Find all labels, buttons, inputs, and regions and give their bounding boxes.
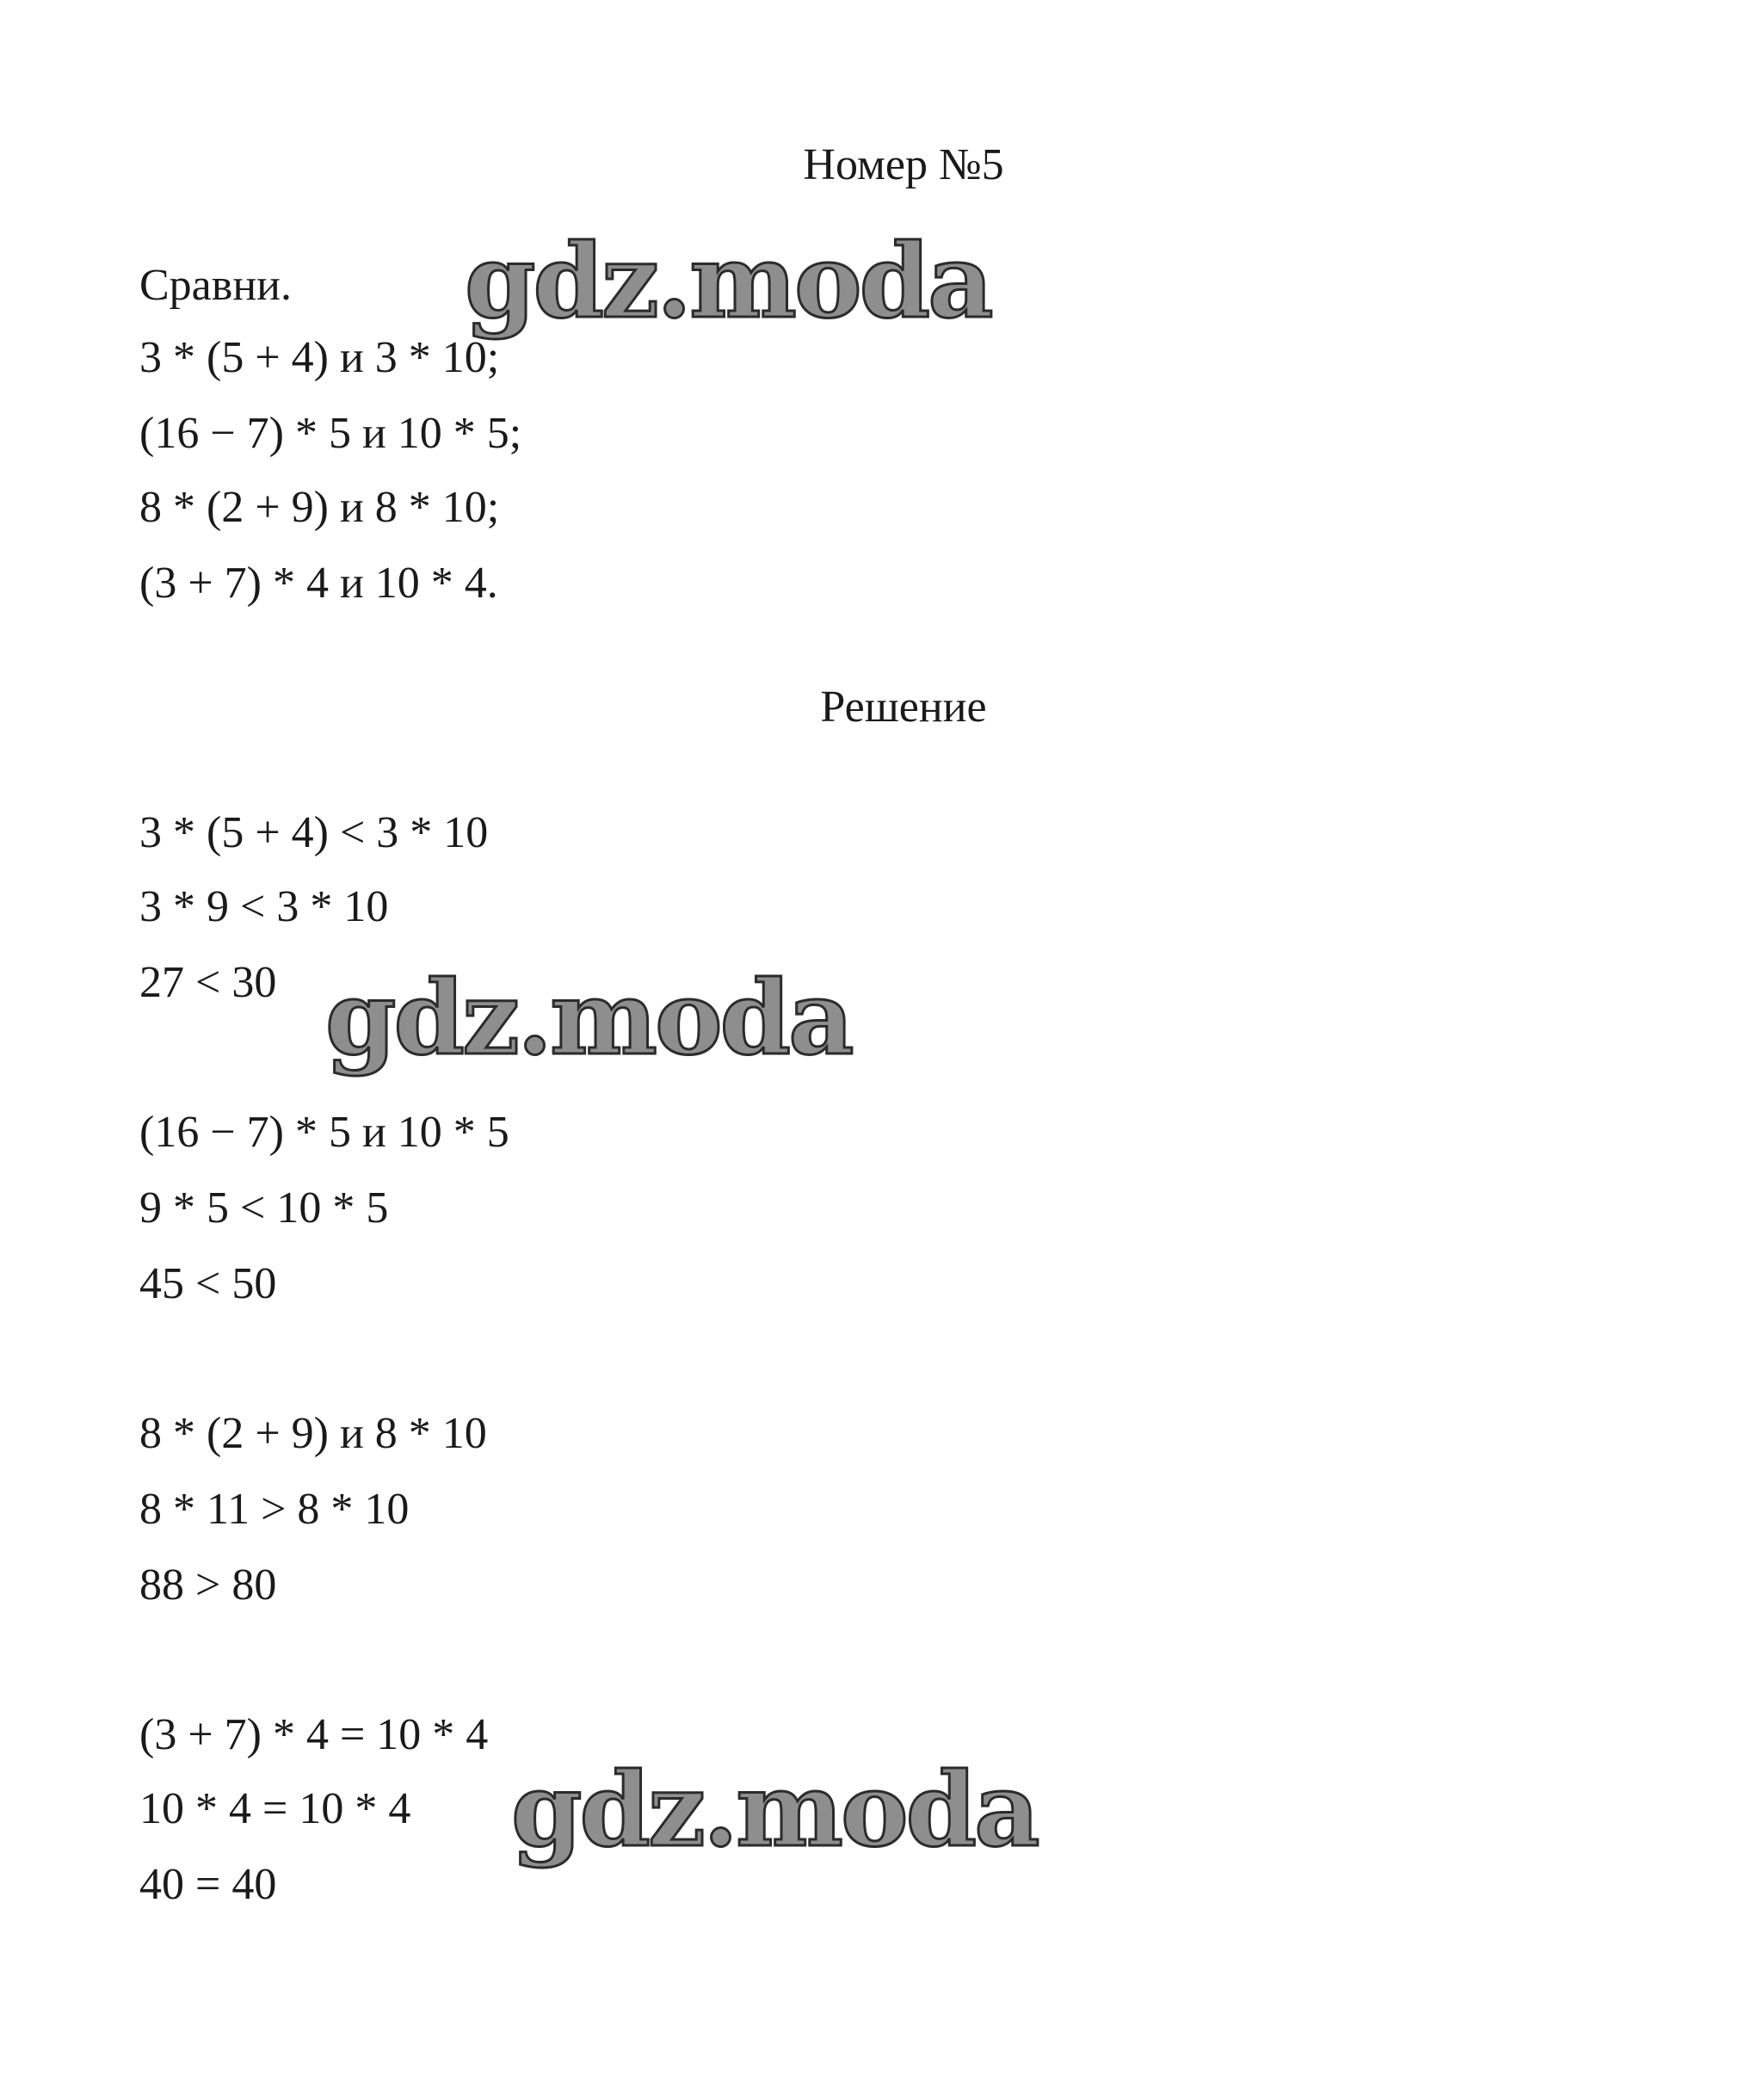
task-line: 3 * (5 + 4) и 3 * 10; (139, 333, 500, 382)
watermark-logo: gdz.moda (511, 1750, 1038, 1869)
solution-line: 8 * (2 + 9) и 8 * 10 (139, 1409, 487, 1458)
solution-line: (16 − 7) * 5 и 10 * 5 (139, 1108, 509, 1157)
watermark-logo: gdz.moda (465, 221, 991, 341)
solution-line: 27 < 30 (139, 958, 277, 1007)
solution-heading: Решение (820, 683, 987, 732)
task-line: 8 * (2 + 9) и 8 * 10; (139, 483, 500, 532)
solution-line: 3 * (5 + 4) < 3 * 10 (139, 808, 489, 857)
solution-line: 8 * 11 > 8 * 10 (139, 1485, 410, 1534)
solution-line: 9 * 5 < 10 * 5 (139, 1183, 389, 1233)
solution-line: 40 = 40 (139, 1860, 277, 1909)
task-line: (16 − 7) * 5 и 10 * 5; (139, 409, 522, 458)
watermark-logo: gdz.moda (325, 958, 852, 1078)
solution-line: 88 > 80 (139, 1560, 277, 1610)
solution-line: 45 < 50 (139, 1259, 277, 1308)
solution-line: 10 * 4 = 10 * 4 (139, 1784, 411, 1833)
solution-line: 3 * 9 < 3 * 10 (139, 882, 389, 931)
task-prompt: Сравни. (139, 261, 292, 310)
solution-line: (3 + 7) * 4 = 10 * 4 (139, 1710, 489, 1759)
task-line: (3 + 7) * 4 и 10 * 4. (139, 559, 498, 608)
page-title: Номер №5 (803, 140, 1004, 189)
